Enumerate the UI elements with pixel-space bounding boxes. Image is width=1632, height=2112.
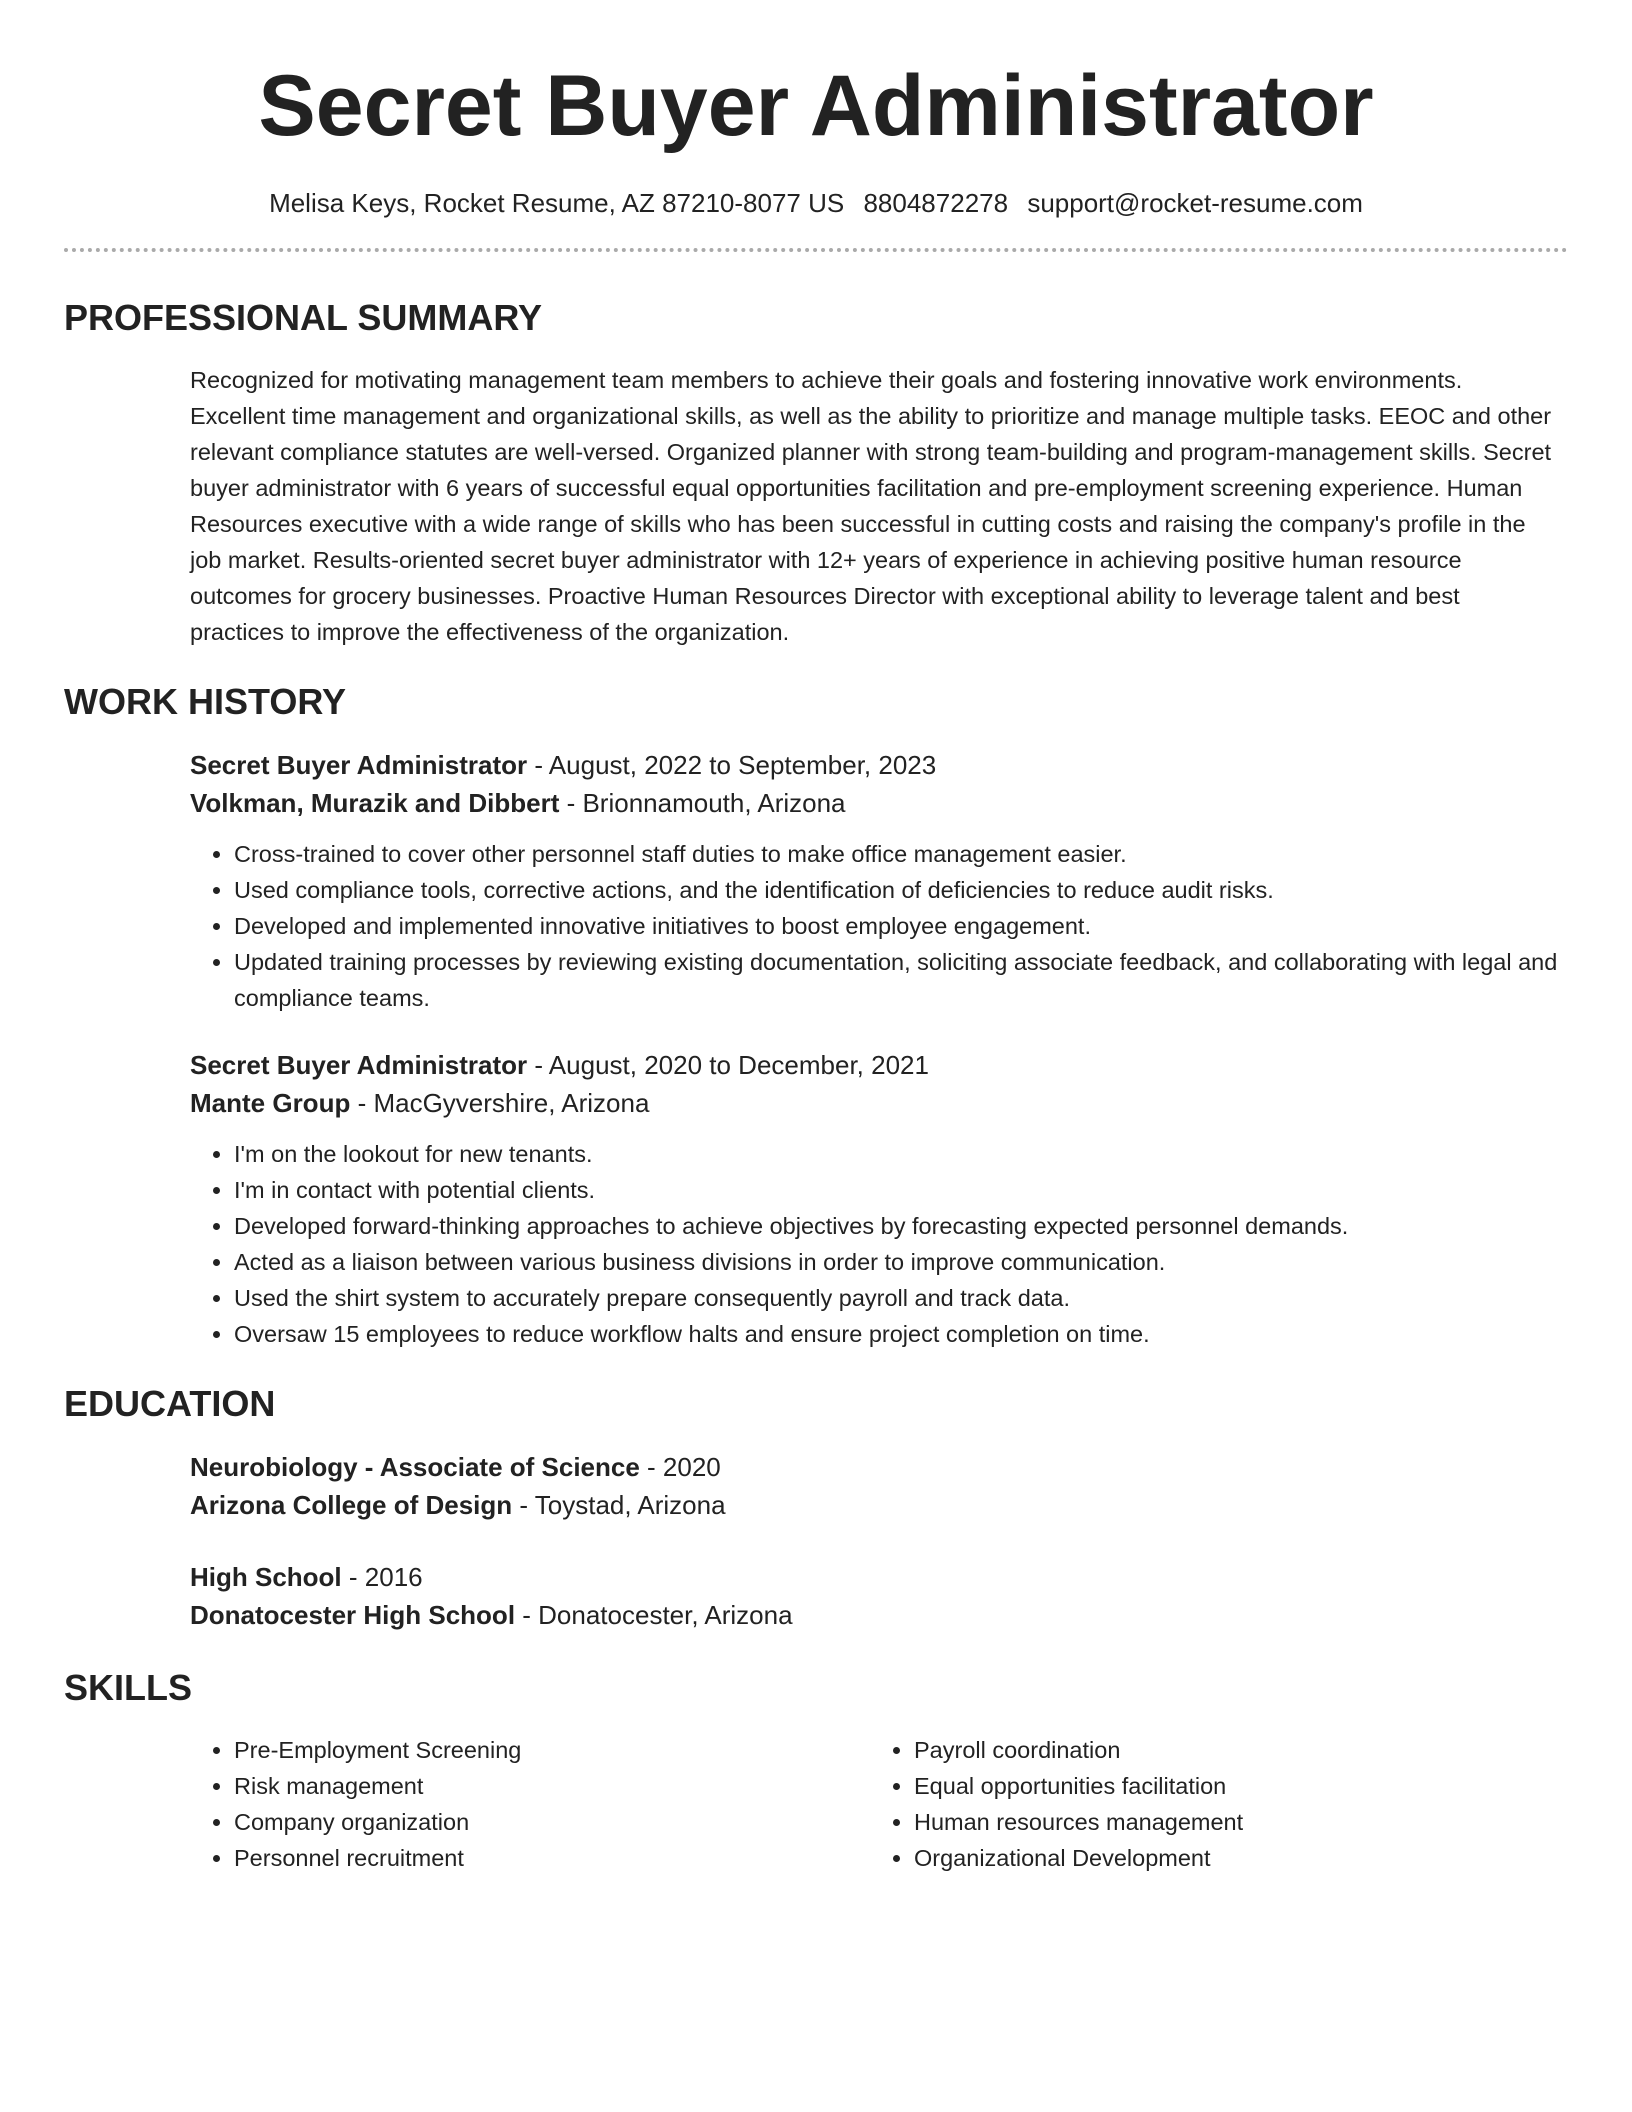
education-year: - 2020 bbox=[639, 1452, 721, 1482]
job-location: - Brionnamouth, Arizona bbox=[559, 788, 846, 818]
job-bullet: • Developed forward-thinking approaches to achieve objectives by forecasting expected personnel demands. bbox=[234, 1208, 1560, 1244]
job-bullets bbox=[190, 836, 1560, 1016]
resume-name: Secret Buyer Administrator bbox=[258, 58, 1374, 154]
skill-item: • Payroll coordination bbox=[914, 1732, 1550, 1768]
job-dates: - August, 2022 to September, 2023 bbox=[527, 750, 937, 780]
skills-list bbox=[190, 1732, 870, 1876]
skills-list bbox=[870, 1732, 1550, 1876]
contact-address: Melisa Keys, Rocket Resume, AZ 87210-8077 US bbox=[269, 188, 845, 218]
skill-item: • Company organization bbox=[234, 1804, 870, 1840]
job-bullet: • Acted as a liaison between various business divisions in order to improve communication. bbox=[234, 1244, 1560, 1280]
job-bullet: • Used compliance tools, corrective actions, and the identification of deficiencies to reduce audit risks. bbox=[234, 872, 1560, 908]
header-divider bbox=[64, 248, 1568, 252]
summary-text: Recognized for motivating management team members to achieve their goals and fostering innovative work environments. Excellent time management and organizational skills, as well as the ability to prioritize and manage multiple tasks. EEOC and other relevant compliance statutes are well-versed. Organized planner with strong team-building and program-management skills. Secret buyer administrator with 6 years of successful equal opportunities facilitation and pre-employment screening experience. Human Resources executive with a wide range of skills who has been successful in cutting costs and raising the company's profile in the job market. Results-oriented secret buyer administrator with 12+ years of experience in achieving positive human resource outcomes for grocery businesses. Proactive Human Resources Director with exceptional ability to leverage talent and best practices to improve the effectiveness of the organization. bbox=[190, 367, 1552, 645]
education-degree-line bbox=[190, 1448, 1560, 1486]
job-title-line bbox=[190, 1046, 1560, 1084]
job-location: - MacGyvershire, Arizona bbox=[350, 1088, 650, 1118]
education-section bbox=[64, 1382, 1568, 1634]
job-bullet: • Developed and implemented innovative initiatives to boost employee engagement. bbox=[234, 908, 1560, 944]
resume-page bbox=[64, 0, 1568, 1876]
skill-item: • Risk management bbox=[234, 1768, 870, 1804]
skill-item: • Personnel recruitment bbox=[234, 1840, 870, 1876]
job-bullet: • Updated training processes by reviewing existing documentation, soliciting associate feedback, and collaborating with legal and compliance teams. bbox=[234, 944, 1560, 1016]
contact-email: support@rocket-resume.com bbox=[1027, 188, 1363, 218]
education-entry bbox=[190, 1558, 1560, 1634]
job-dates: - August, 2020 to December, 2021 bbox=[527, 1050, 929, 1080]
education-degree-line bbox=[190, 1558, 1560, 1596]
education-school: Donatocester High School bbox=[190, 1600, 516, 1630]
skills-column-left bbox=[190, 1732, 870, 1876]
skills-columns bbox=[190, 1732, 1560, 1876]
job-bullets bbox=[190, 1136, 1560, 1352]
skills-section bbox=[64, 1666, 1568, 1876]
job-position: Secret Buyer Administrator bbox=[190, 750, 528, 780]
skill-item: • Pre-Employment Screening bbox=[234, 1732, 870, 1768]
job-entry bbox=[190, 746, 1560, 1016]
job-bullet: • Cross-trained to cover other personnel staff duties to make office management easier. bbox=[234, 836, 1560, 872]
education-location: - Toystad, Arizona bbox=[512, 1490, 726, 1520]
job-company: Volkman, Murazik and Dibbert bbox=[190, 788, 560, 818]
job-company-line bbox=[190, 1084, 1560, 1122]
skill-item: • Equal opportunities facilitation bbox=[914, 1768, 1550, 1804]
contact-line bbox=[64, 186, 1568, 220]
job-company-line bbox=[190, 784, 1560, 822]
education-heading: EDUCATION bbox=[64, 1383, 276, 1424]
job-position: Secret Buyer Administrator bbox=[190, 1050, 528, 1080]
job-company: Mante Group bbox=[190, 1088, 351, 1118]
work-section bbox=[64, 680, 1568, 1352]
job-bullet: • I'm in contact with potential clients. bbox=[234, 1172, 1560, 1208]
skill-item: • Organizational Development bbox=[914, 1840, 1550, 1876]
job-bullet: • Used the shirt system to accurately prepare consequently payroll and track data. bbox=[234, 1280, 1560, 1316]
education-entry bbox=[190, 1448, 1560, 1524]
job-entry bbox=[190, 1046, 1560, 1352]
summary-section bbox=[64, 296, 1568, 650]
skill-item: • Human resources management bbox=[914, 1804, 1550, 1840]
skills-column-right bbox=[870, 1732, 1550, 1876]
education-school-line bbox=[190, 1596, 1560, 1634]
education-degree: High School bbox=[190, 1562, 342, 1592]
job-title-line bbox=[190, 746, 1560, 784]
education-year: - 2016 bbox=[341, 1562, 423, 1592]
contact-phone: 8804872278 bbox=[863, 188, 1009, 218]
education-school: Arizona College of Design bbox=[190, 1490, 513, 1520]
skills-heading: SKILLS bbox=[64, 1667, 193, 1708]
education-location: - Donatocester, Arizona bbox=[515, 1600, 793, 1630]
job-bullet: • I'm on the lookout for new tenants. bbox=[234, 1136, 1560, 1172]
education-degree: Neurobiology - Associate of Science bbox=[190, 1452, 640, 1482]
job-bullet: • Oversaw 15 employees to reduce workflow halts and ensure project completion on time. bbox=[234, 1316, 1560, 1352]
summary-heading: PROFESSIONAL SUMMARY bbox=[64, 297, 543, 338]
education-school-line bbox=[190, 1486, 1560, 1524]
work-heading: WORK HISTORY bbox=[64, 681, 347, 722]
